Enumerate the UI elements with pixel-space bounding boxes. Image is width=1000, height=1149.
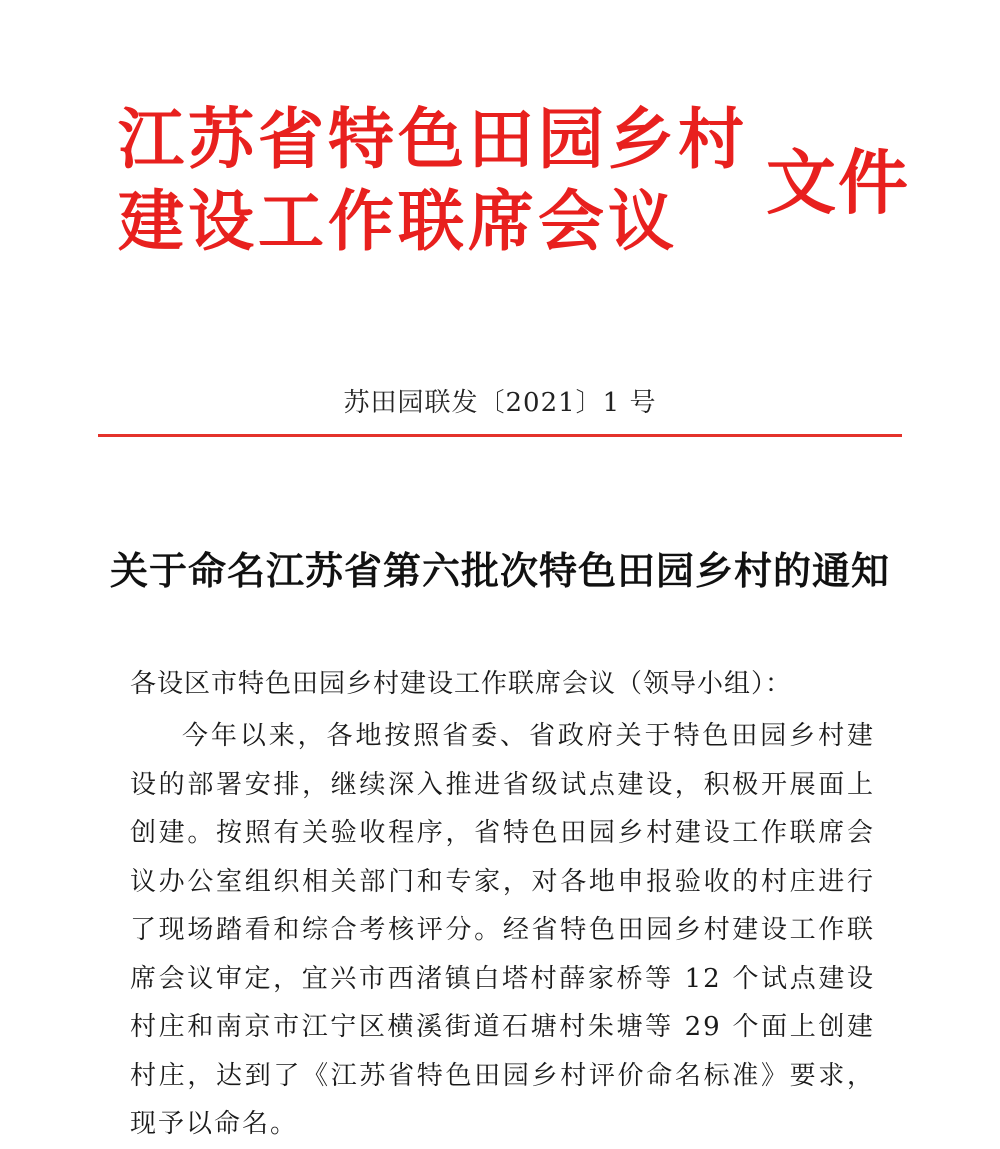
- salutation: 各设区市特色田园乡村建设工作联席会议（领导小组）：: [130, 669, 793, 699]
- masthead-line-2: 建设工作联席会议: [118, 182, 678, 260]
- document-body: [130, 660, 875, 1149]
- document-title: 关于命名江苏省第六批次特色田园乡村的通知: [109, 548, 890, 593]
- masthead-issuer: [118, 98, 758, 262]
- body-paragraph: 今年以来，各地按照省委、省政府关于特色田园乡村建设的部署安排，继续深入推进省级试点建设，积极开展面上创建。按照有关验收程序，省特色田园乡村建设工作联席会议办公室组织相关部门和专家，对各地申报验收的村庄进行了现场踏看和综合考核评分。经省特色田园乡村建设工作联席会议审定，宜兴市西渚镇白塔村薛家桥等 12 个试点建设村庄和南京市江宁区横溪街道石塘村朱塘等 29 个面上创建村庄，达到了《江苏省特色田园乡村评价命名标准》要求，现予以命名。: [130, 721, 875, 1139]
- red-masthead: [118, 98, 908, 278]
- masthead-suffix: 文件: [766, 141, 910, 224]
- masthead-line-1: 江苏省特色田园乡村: [118, 100, 748, 178]
- red-divider-line: [98, 434, 902, 437]
- document-number: 苏田园联发〔2021〕1 号: [343, 388, 657, 418]
